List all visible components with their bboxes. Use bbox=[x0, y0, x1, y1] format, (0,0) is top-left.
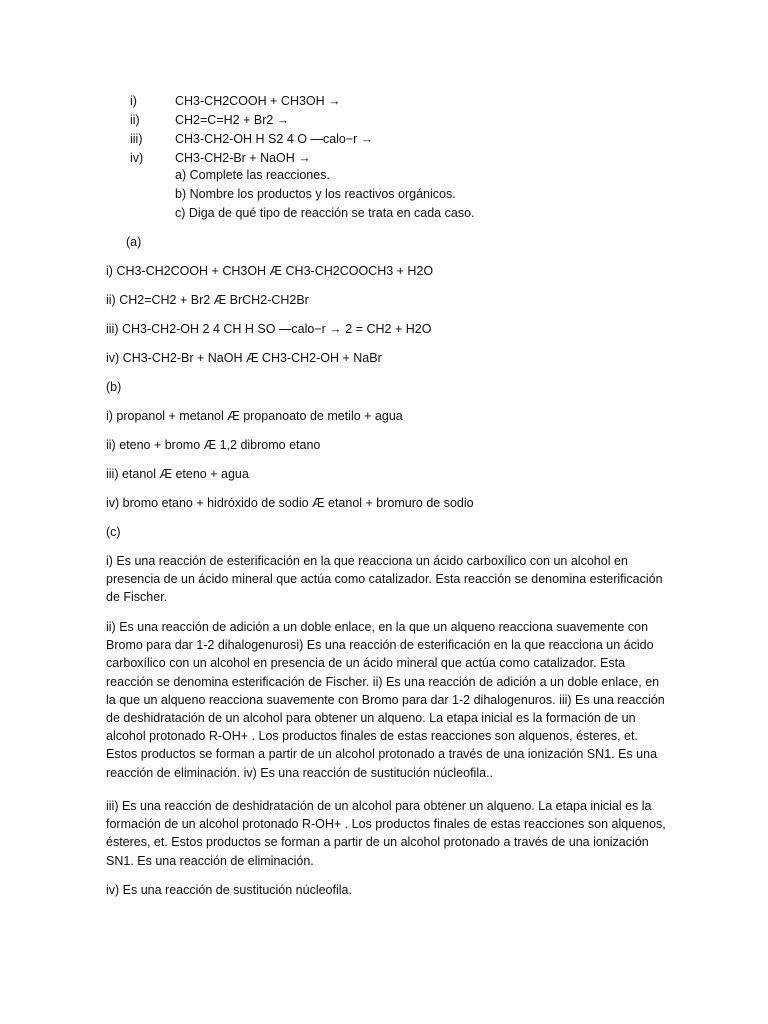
question-text: CH3-CH2-OH H S2 4 O ⎯⎯calo−r → bbox=[175, 132, 374, 146]
task-c: c) Diga de qué tipo de reacción se trata en cada caso. bbox=[175, 206, 475, 220]
answer-a-ii: ii) CH2=CH2 + Br2 Æ BrCH2-CH2Br bbox=[106, 293, 309, 307]
answer-b-ii: ii) eteno + bromo Æ 1,2 dibromo etano bbox=[106, 438, 321, 452]
answer-c-iv: iv) Es una reacción de sustitución núcleofila. bbox=[106, 883, 352, 897]
section-a-heading: (a) bbox=[126, 235, 142, 249]
question-i bbox=[130, 92, 341, 110]
answer-c-i: i) Es una reacción de esterificación en la que reacciona un ácido carboxílico con un alcohol en presencia de un ácido mineral que actúa como catalizador. Esta reacción se denomina esterificación de Fischer. bbox=[106, 554, 663, 605]
question-number: ii) bbox=[130, 113, 140, 127]
question-iv bbox=[130, 149, 311, 167]
section-c-heading: (c) bbox=[106, 525, 121, 539]
answer-b-i: i) propanol + metanol Æ propanoato de metilo + agua bbox=[106, 409, 403, 423]
question-text: CH3-CH2COOH + CH3OH → bbox=[175, 94, 341, 108]
task-a: a) Complete las reacciones. bbox=[175, 168, 330, 182]
answer-c-iii: iii) Es una reacción de deshidratación de un alcohol para obtener un alqueno. La etapa inicial es la formación de un alcohol protonado R-OH+ . Los productos finales de estas reacciones son alquenos, ésteres, et. Estos productos se forman a partir de un alcohol protonado a través de una ionización SN1. Es una reacción de eliminación. bbox=[106, 799, 666, 868]
answer-b-iv: iv) bromo etano + hidróxido de sodio Æ etanol + bromuro de sodio bbox=[106, 496, 474, 510]
question-number: iii) bbox=[130, 132, 143, 146]
answer-a-iv: iv) CH3-CH2-Br + NaOH Æ CH3-CH2-OH + NaBr bbox=[106, 351, 382, 365]
answer-a-i: i) CH3-CH2COOH + CH3OH Æ CH3-CH2COOCH3 + H2O bbox=[106, 264, 434, 278]
question-number: i) bbox=[130, 94, 137, 108]
question-iii bbox=[130, 130, 373, 148]
answer-a-iii: iii) CH3-CH2-OH 2 4 CH H SO ⎯⎯calo−r → 2 = CH2 + H2O bbox=[106, 322, 432, 336]
task-b: b) Nombre los productos y los reactivos orgánicos. bbox=[175, 187, 456, 201]
question-text: CH3-CH2-Br + NaOH → bbox=[175, 151, 311, 165]
answer-c-ii: ii) Es una reacción de adición a un doble enlace, en la que un alqueno reacciona suavemente con Bromo para dar 1-2 dihalogenurosi) Es una reacción de esterificación en la que reacciona un ácido carboxílico con un alcohol en presencia de un ácido mineral que actúa como catalizador. Esta reacción se denomina esterificación de Fischer. ii) Es una reacción de adición a un doble enlace, en la que un alqueno reacciona suavemente con Bromo para dar 1-2 dihalogenuros. iii) Es una reacción de deshidratación de un alcohol para obtener un alqueno. La etapa inicial es la formación de un alcohol protonado R-OH+ . Los productos finales de estas reacciones son alquenos, ésteres, et. Estos productos se forman a partir de un alcohol protonado a través de una ionización SN1. Es una reacción de eliminación. iv) Es una reacción de sustitución núcleofila.. bbox=[106, 620, 665, 780]
question-number: iv) bbox=[130, 151, 144, 165]
question-ii bbox=[130, 111, 289, 129]
answer-b-iii: iii) etanol Æ eteno + agua bbox=[106, 467, 249, 481]
section-b-heading: (b) bbox=[106, 380, 122, 394]
question-text: CH2=C=H2 + Br2 → bbox=[175, 113, 290, 127]
